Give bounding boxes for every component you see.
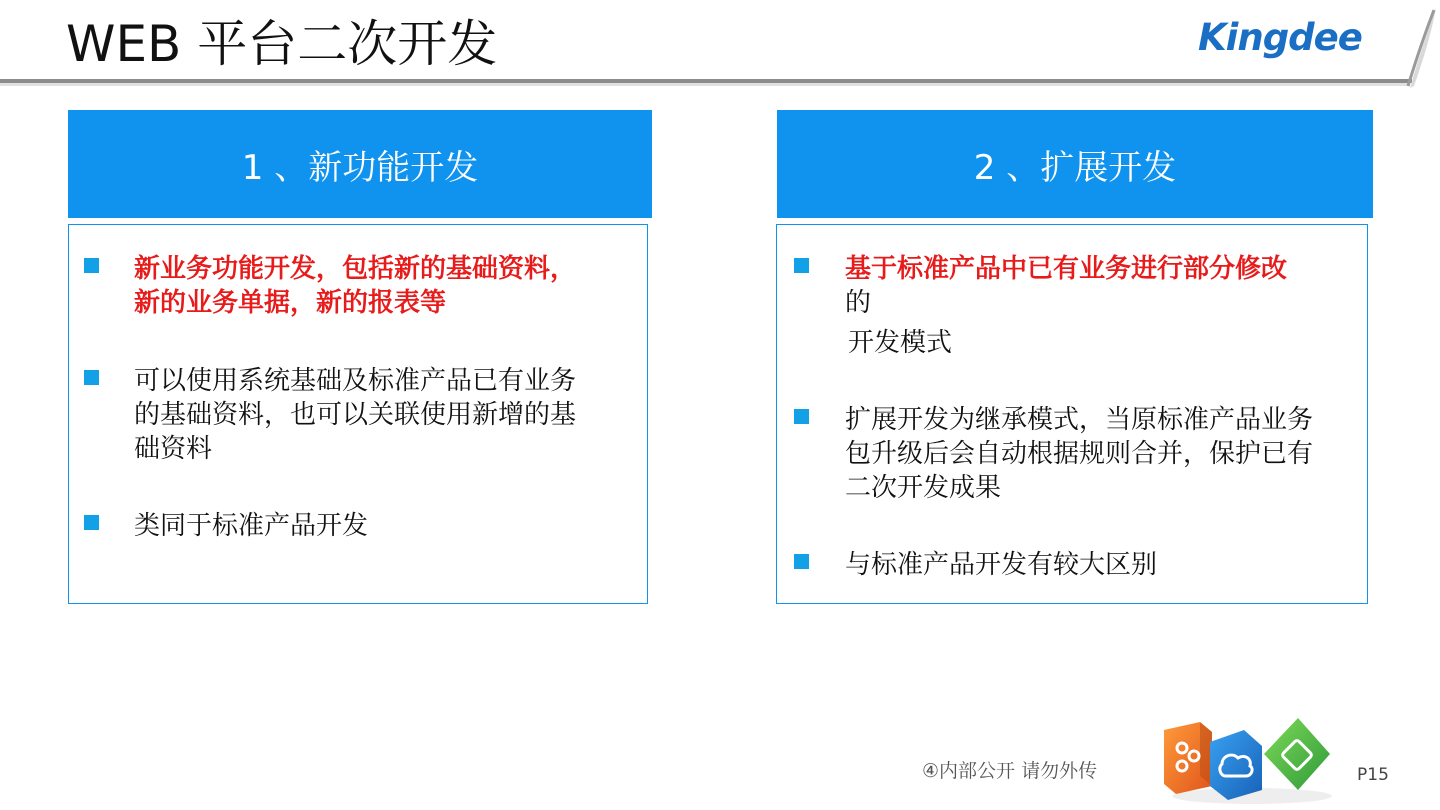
confidentiality-note: ④内部公开 请勿外传 xyxy=(922,760,1098,782)
bullet-text: 与标准产品开发有较大区别 xyxy=(845,550,1158,580)
bullet-text: 基于标准产品中已有业务进行部分修改 的 开发模式 xyxy=(845,254,1288,358)
bullet-square-icon xyxy=(794,258,809,273)
bullet-square-icon xyxy=(794,554,809,569)
bullet-text: 扩展开发为继承模式，当原标准产品业务 包升级后会自动根据规则合并，保护已有 二次开发成果 xyxy=(845,405,1314,503)
page-curl-icon xyxy=(1352,0,1440,92)
title-rule xyxy=(0,79,1412,83)
app-cubes-icon xyxy=(1160,712,1340,808)
bullet-square-icon xyxy=(84,370,99,385)
column-heading-new-feature: 1 、新功能开发 xyxy=(68,110,652,218)
bullet-text: 可以使用系统基础及标准产品已有业务 的基础资料，也可以关联使用新增的基 础资料 xyxy=(134,366,577,464)
column-heading-extension: 2 、扩展开发 xyxy=(777,110,1373,218)
bullet-text: 类同于标准产品开发 xyxy=(134,511,369,541)
bullet-square-icon xyxy=(84,258,99,273)
kingdee-logo: Kingdee xyxy=(1198,16,1362,59)
slide-title: WEB 平台二次开发 xyxy=(66,15,498,73)
bullet-square-icon xyxy=(794,409,809,424)
page-number: P15 xyxy=(1357,765,1389,785)
bullet-square-icon xyxy=(84,515,99,530)
bullet-text: 新业务功能开发，包括新的基础资料， 新的业务单据，新的报表等 xyxy=(134,254,577,318)
